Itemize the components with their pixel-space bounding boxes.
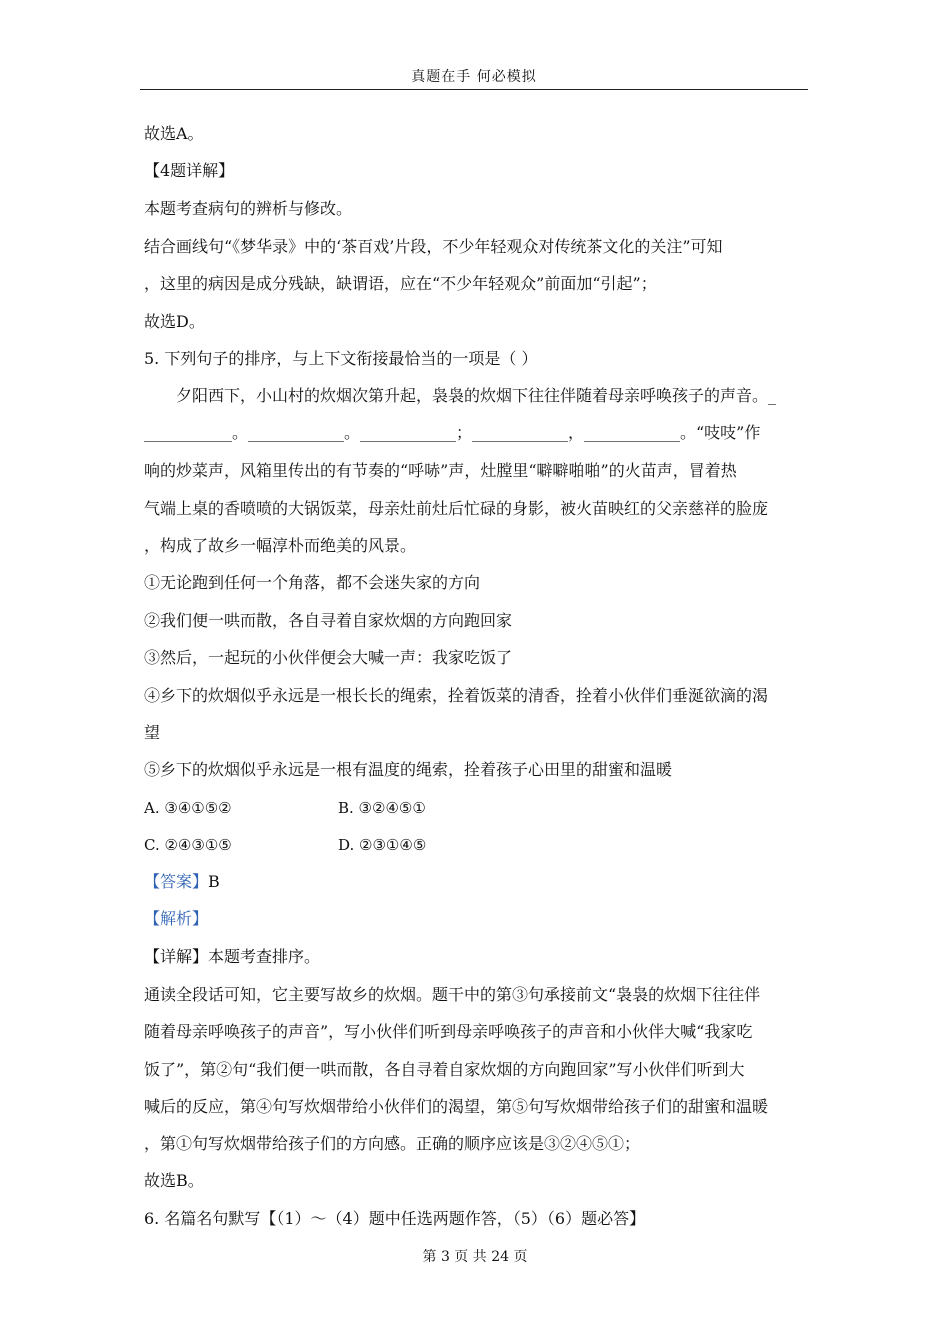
sentence-item: ①无论跑到任何一个角落，都不会迷失家的方向	[144, 573, 481, 592]
detail-line: ，第①句写炊烟带给孩子们的方向感。正确的顺序应该是③②④⑤①；	[144, 1134, 641, 1153]
answer-label: 【答案】	[144, 872, 209, 891]
analysis-label: 【解析】	[144, 909, 209, 928]
header-divider	[140, 89, 808, 90]
detail-line: 喊后的反应，第④句写炊烟带给小伙伴们的渴望，第⑤句写炊烟带给孩子们的甜蜜和温暖	[144, 1097, 769, 1116]
text-line: 故选A。	[144, 124, 204, 143]
passage-line: ___________。____________。____________；____________，____________。“吱吱”作	[144, 423, 761, 442]
question-title: 6. 名篇名句默写【（1）～（4）题中任选两题作答，（5）（6）题必答】	[144, 1209, 646, 1228]
answer-value: B	[208, 872, 220, 891]
answer-line	[144, 872, 220, 892]
sentence-item-cont: 望	[144, 723, 161, 742]
passage-line: 响的炒菜声，风箱里传出的有节奏的“呼哧”声，灶膛里“噼噼啪啪”的火苗声，冒着热	[144, 461, 737, 480]
sentence-item: ④乡下的炊烟似乎永远是一根长长的绳索，拴着饭菜的清香，拴着小伙伴们垂涎欲滴的渴	[144, 686, 769, 705]
sentence-item: ⑤乡下的炊烟似乎永远是一根有温度的绳索，拴着孩子心田里的甜蜜和温暖	[144, 760, 673, 779]
detail-line: 【详解】本题考查排序。	[144, 947, 321, 966]
option-b: B. ③②④⑤①	[338, 799, 426, 817]
option-c: C. ②④③①⑤	[144, 836, 232, 854]
passage-line: 气端上桌的香喷喷的大锅饭菜，母亲灶前灶后忙碌的身影，被火苗映红的父亲慈祥的脸庞	[144, 499, 769, 518]
question-title: 5. 下列句子的排序，与上下文衔接最恰当的一项是（ ）	[144, 349, 538, 368]
detail-line: 随着母亲呼唤孩子的声音”，写小伙伴们听到母亲呼唤孩子的声音和小伙伴大喊“我家吃	[144, 1022, 753, 1041]
sentence-item: ③然后，一起玩的小伙伴便会大喊一声：我家吃饭了	[144, 648, 513, 667]
text-line: 故选D。	[144, 312, 205, 331]
page-header-title: 真题在手 何必模拟	[411, 69, 537, 85]
option-d: D. ②③①④⑤	[338, 836, 427, 854]
detail-line: 通读全段话可知，它主要写故乡的炊烟。题干中的第③句承接前文“袅袅的炊烟下往往伴	[144, 985, 761, 1004]
detail-line: 饭了”，第②句“我们便一哄而散，各自寻着自家炊烟的方向跑回家”写小伙伴们听到大	[144, 1060, 745, 1079]
text-line: ，这里的病因是成分残缺，缺谓语，应在“不少年轻观众”前面加“引起”；	[144, 274, 657, 293]
passage-line: 夕阳西下，小山村的炊烟次第升起，袅袅的炊烟下往往伴随着母亲呼唤孩子的声音。_	[176, 386, 777, 405]
text-line: 本题考查病句的辨析与修改。	[144, 199, 353, 218]
section-heading: 【4题详解】	[144, 161, 235, 180]
sentence-item: ②我们便一哄而散，各自寻着自家炊烟的方向跑回家	[144, 611, 513, 630]
passage-line: ，构成了故乡一幅淳朴而绝美的风景。	[144, 536, 417, 555]
detail-line: 故选B。	[144, 1171, 204, 1190]
text-line: 结合画线句“《梦华录》中的‘茶百戏’片段，不少年轻观众对传统茶文化的关注”可知	[144, 237, 723, 256]
option-a: A. ③④①⑤②	[144, 799, 232, 817]
page-footer: 第 3 页 共 24 页	[422, 1249, 528, 1265]
